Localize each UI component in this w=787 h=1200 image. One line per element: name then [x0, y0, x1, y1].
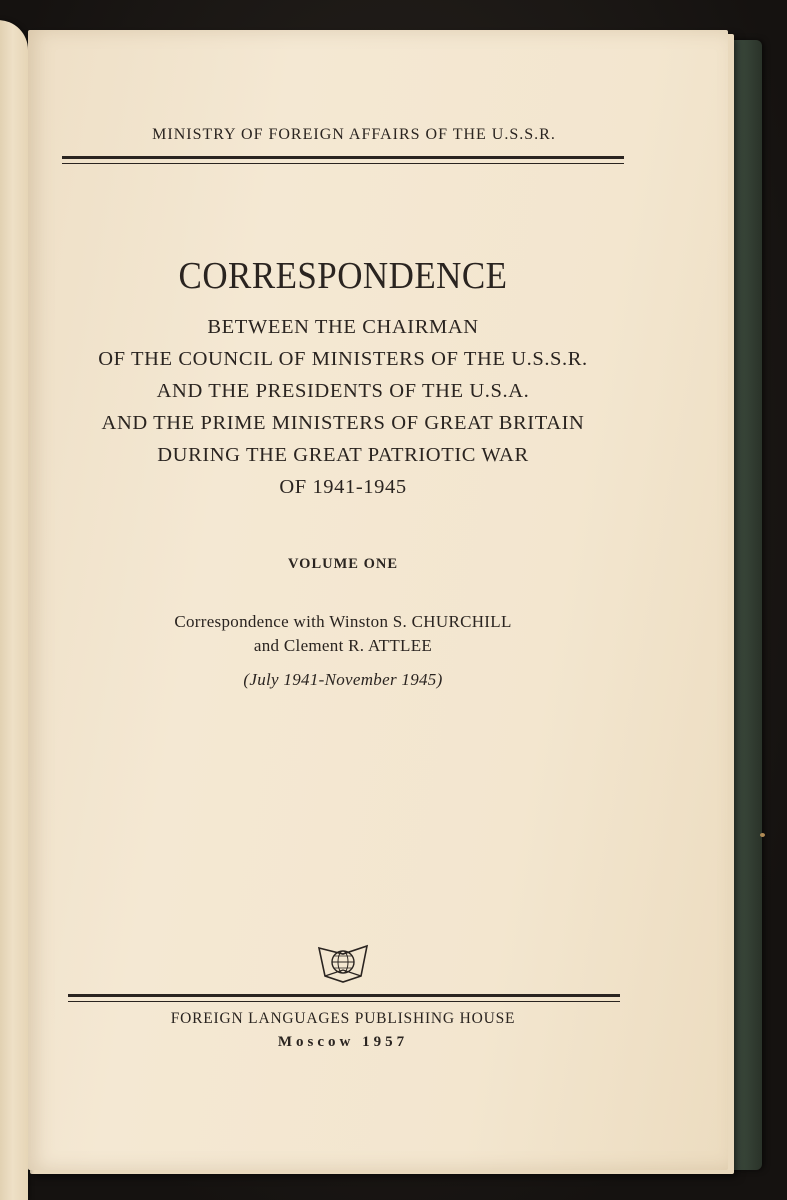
correspondence-line-2: and Clement R. ATTLEE	[253, 636, 433, 655]
subtitle-line: OF 1941-1945	[279, 476, 407, 498]
title-page	[28, 30, 728, 1170]
date-range: (July 1941-November 1945)	[243, 670, 443, 689]
subtitle-line: AND THE PRIME MINISTERS OF GREAT BRITAIN	[101, 412, 585, 434]
top-rule-thick	[62, 156, 624, 159]
top-rule-thin	[62, 163, 624, 164]
volume-label: VOLUME ONE	[287, 556, 398, 572]
bottom-rule-thick	[68, 994, 620, 997]
subtitle-line: OF THE COUNCIL OF MINISTERS OF THE U.S.S.R.	[98, 348, 588, 370]
publisher-globe-book-icon	[317, 942, 369, 984]
facing-page-edge	[0, 20, 28, 1200]
city-and-year: Moscow 1957	[277, 1034, 409, 1050]
subtitle-line: BETWEEN THE CHAIRMAN	[207, 316, 479, 338]
dust-speck	[760, 833, 765, 837]
main-title: CORRESPONDENCE	[178, 255, 508, 297]
subtitle-line: AND THE PRESIDENTS OF THE U.S.A.	[156, 380, 530, 402]
correspondence-line-1: Correspondence with Winston S. CHURCHILL	[174, 612, 512, 631]
ministry-heading: MINISTRY OF FOREIGN AFFAIRS OF THE U.S.S.R.	[152, 126, 556, 143]
subtitle-line: DURING THE GREAT PATRIOTIC WAR	[157, 444, 529, 466]
bottom-rule-thin	[68, 1001, 620, 1002]
publisher-name: FOREIGN LANGUAGES PUBLISHING HOUSE	[170, 1010, 516, 1027]
